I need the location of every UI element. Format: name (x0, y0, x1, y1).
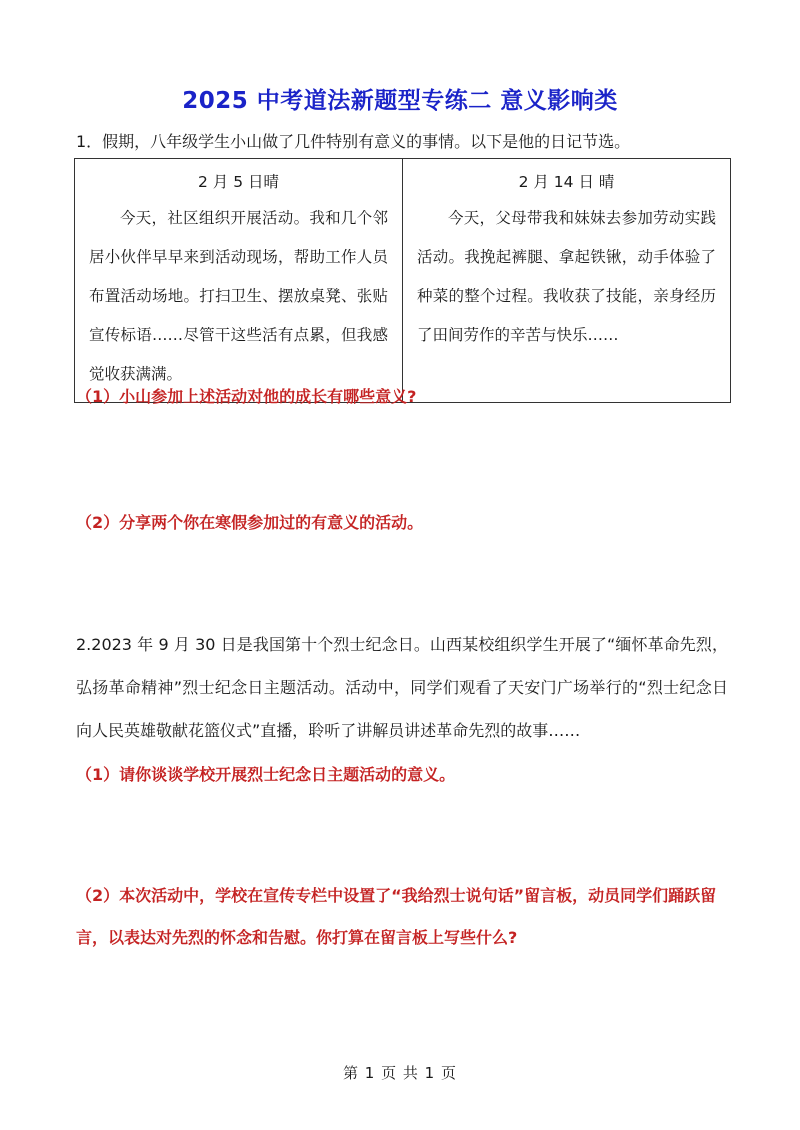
diary-entry-right (403, 159, 731, 403)
question-2-sub-2: （2）本次活动中，学校在宣传专栏中设置了“我给烈士说句话”留言板，动员同学们踊跃留言，以表达对先烈的怀念和告慰。你打算在留言板上写些什么? (76, 886, 717, 947)
question-1-sub-2: （2）分享两个你在寒假参加过的有意义的活动。 (76, 513, 424, 532)
diary-date: 2 月 14 日 晴 (518, 173, 615, 191)
diary-body: 今天，父母带我和妹妹去参加劳动实践活动。我挽起裤腿、拿起铁锹，动手体验了种菜的整个过程。我收获了技能，亲身经历了田间劳作的辛苦与快乐…… (417, 209, 716, 344)
diary-row (75, 159, 731, 403)
diary-table (74, 158, 731, 403)
page-title: 2025 中考道法新题型专练二 意义影响类 (182, 88, 618, 114)
diary-date: 2 月 5 日晴 (197, 173, 279, 191)
question-2-intro: 2.2023 年 9 月 30 日是我国第十个烈士纪念日。山西某校组织学生开展了“缅怀革命先烈，弘扬革命精神”烈士纪念日主题活动。活动中，同学们观看了天安门广场举行的“烈士纪念日向人民英雄敬献花篮仪式”直播，聆听了讲解员讲述革命先烈的故事…… (76, 635, 728, 740)
diary-body: 今天，社区组织开展活动。我和几个邻居小伙伴早早来到活动现场，帮助工作人员布置活动场地。打扫卫生、摆放桌凳、张贴宣传标语……尽管干这些活有点累，但我感觉收获满满。 (89, 209, 388, 383)
question-1-sub-1: （1）小山参加上述活动对他的成长有哪些意义? (76, 387, 417, 406)
question-2-sub-1: （1）请你谈谈学校开展烈士纪念日主题活动的意义。 (76, 765, 456, 784)
diary-entry-left (75, 159, 403, 403)
page-footer: 第 1 页 共 1 页 (343, 1064, 457, 1082)
question-1-intro: 1．假期，八年级学生小山做了几件特别有意义的事情。以下是他的日记节选。 (76, 132, 631, 151)
